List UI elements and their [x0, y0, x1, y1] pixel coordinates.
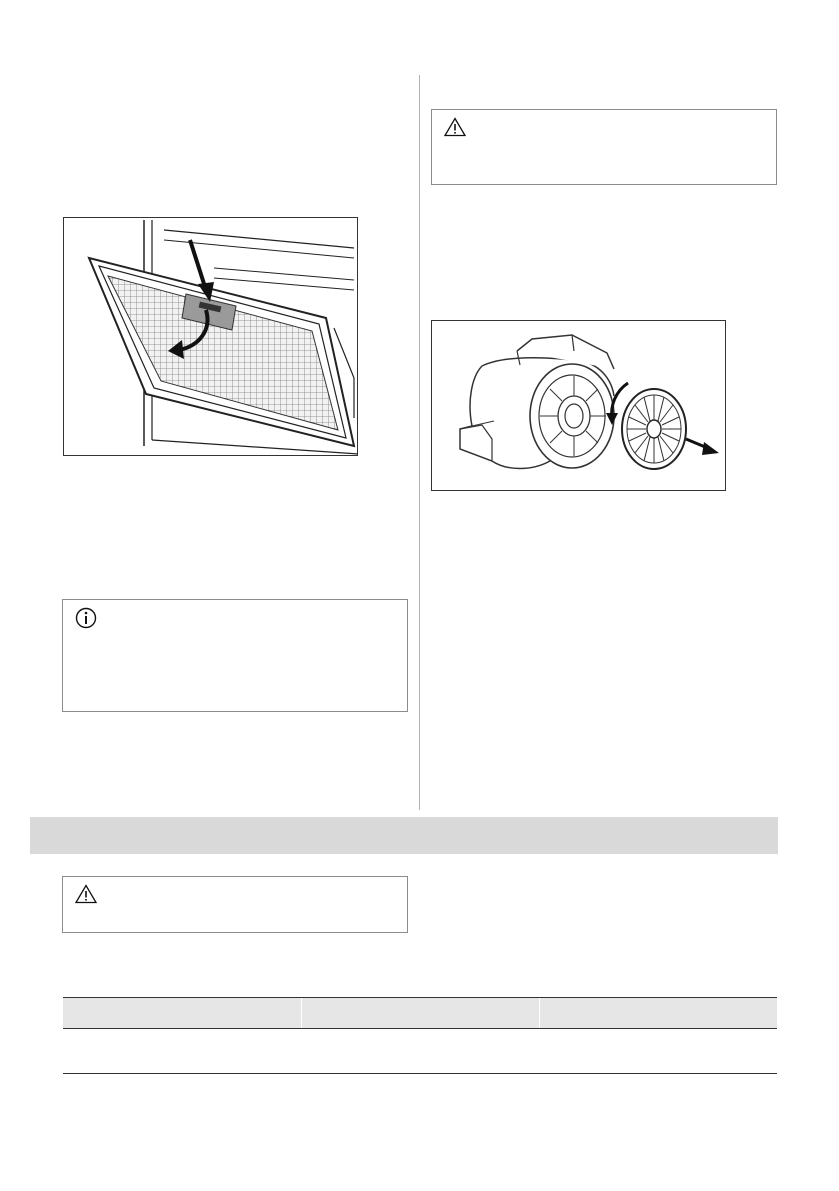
grease-filter-illustration — [64, 218, 358, 456]
warning-notice — [431, 109, 777, 185]
charcoal-filter-figure — [431, 320, 726, 491]
grease-filter-figure — [63, 217, 358, 456]
table-header-cell — [63, 998, 301, 1028]
info-icon — [75, 607, 97, 634]
table-cell — [63, 1029, 301, 1073]
warning-triangle-icon — [75, 884, 97, 909]
section-header-bar — [30, 817, 778, 854]
table-header-row — [63, 997, 777, 1029]
table-header-cell — [539, 998, 777, 1028]
table-cell — [539, 1029, 777, 1073]
charcoal-filter-illustration — [432, 321, 726, 491]
table-row — [63, 1029, 777, 1074]
column-divider — [419, 75, 420, 810]
warning-triangle-icon — [444, 117, 466, 142]
table-cell — [301, 1029, 539, 1073]
info-notice — [62, 599, 408, 712]
troubleshooting-table — [63, 997, 777, 1074]
table-header-cell — [301, 998, 539, 1028]
section-warning-notice — [62, 876, 408, 933]
